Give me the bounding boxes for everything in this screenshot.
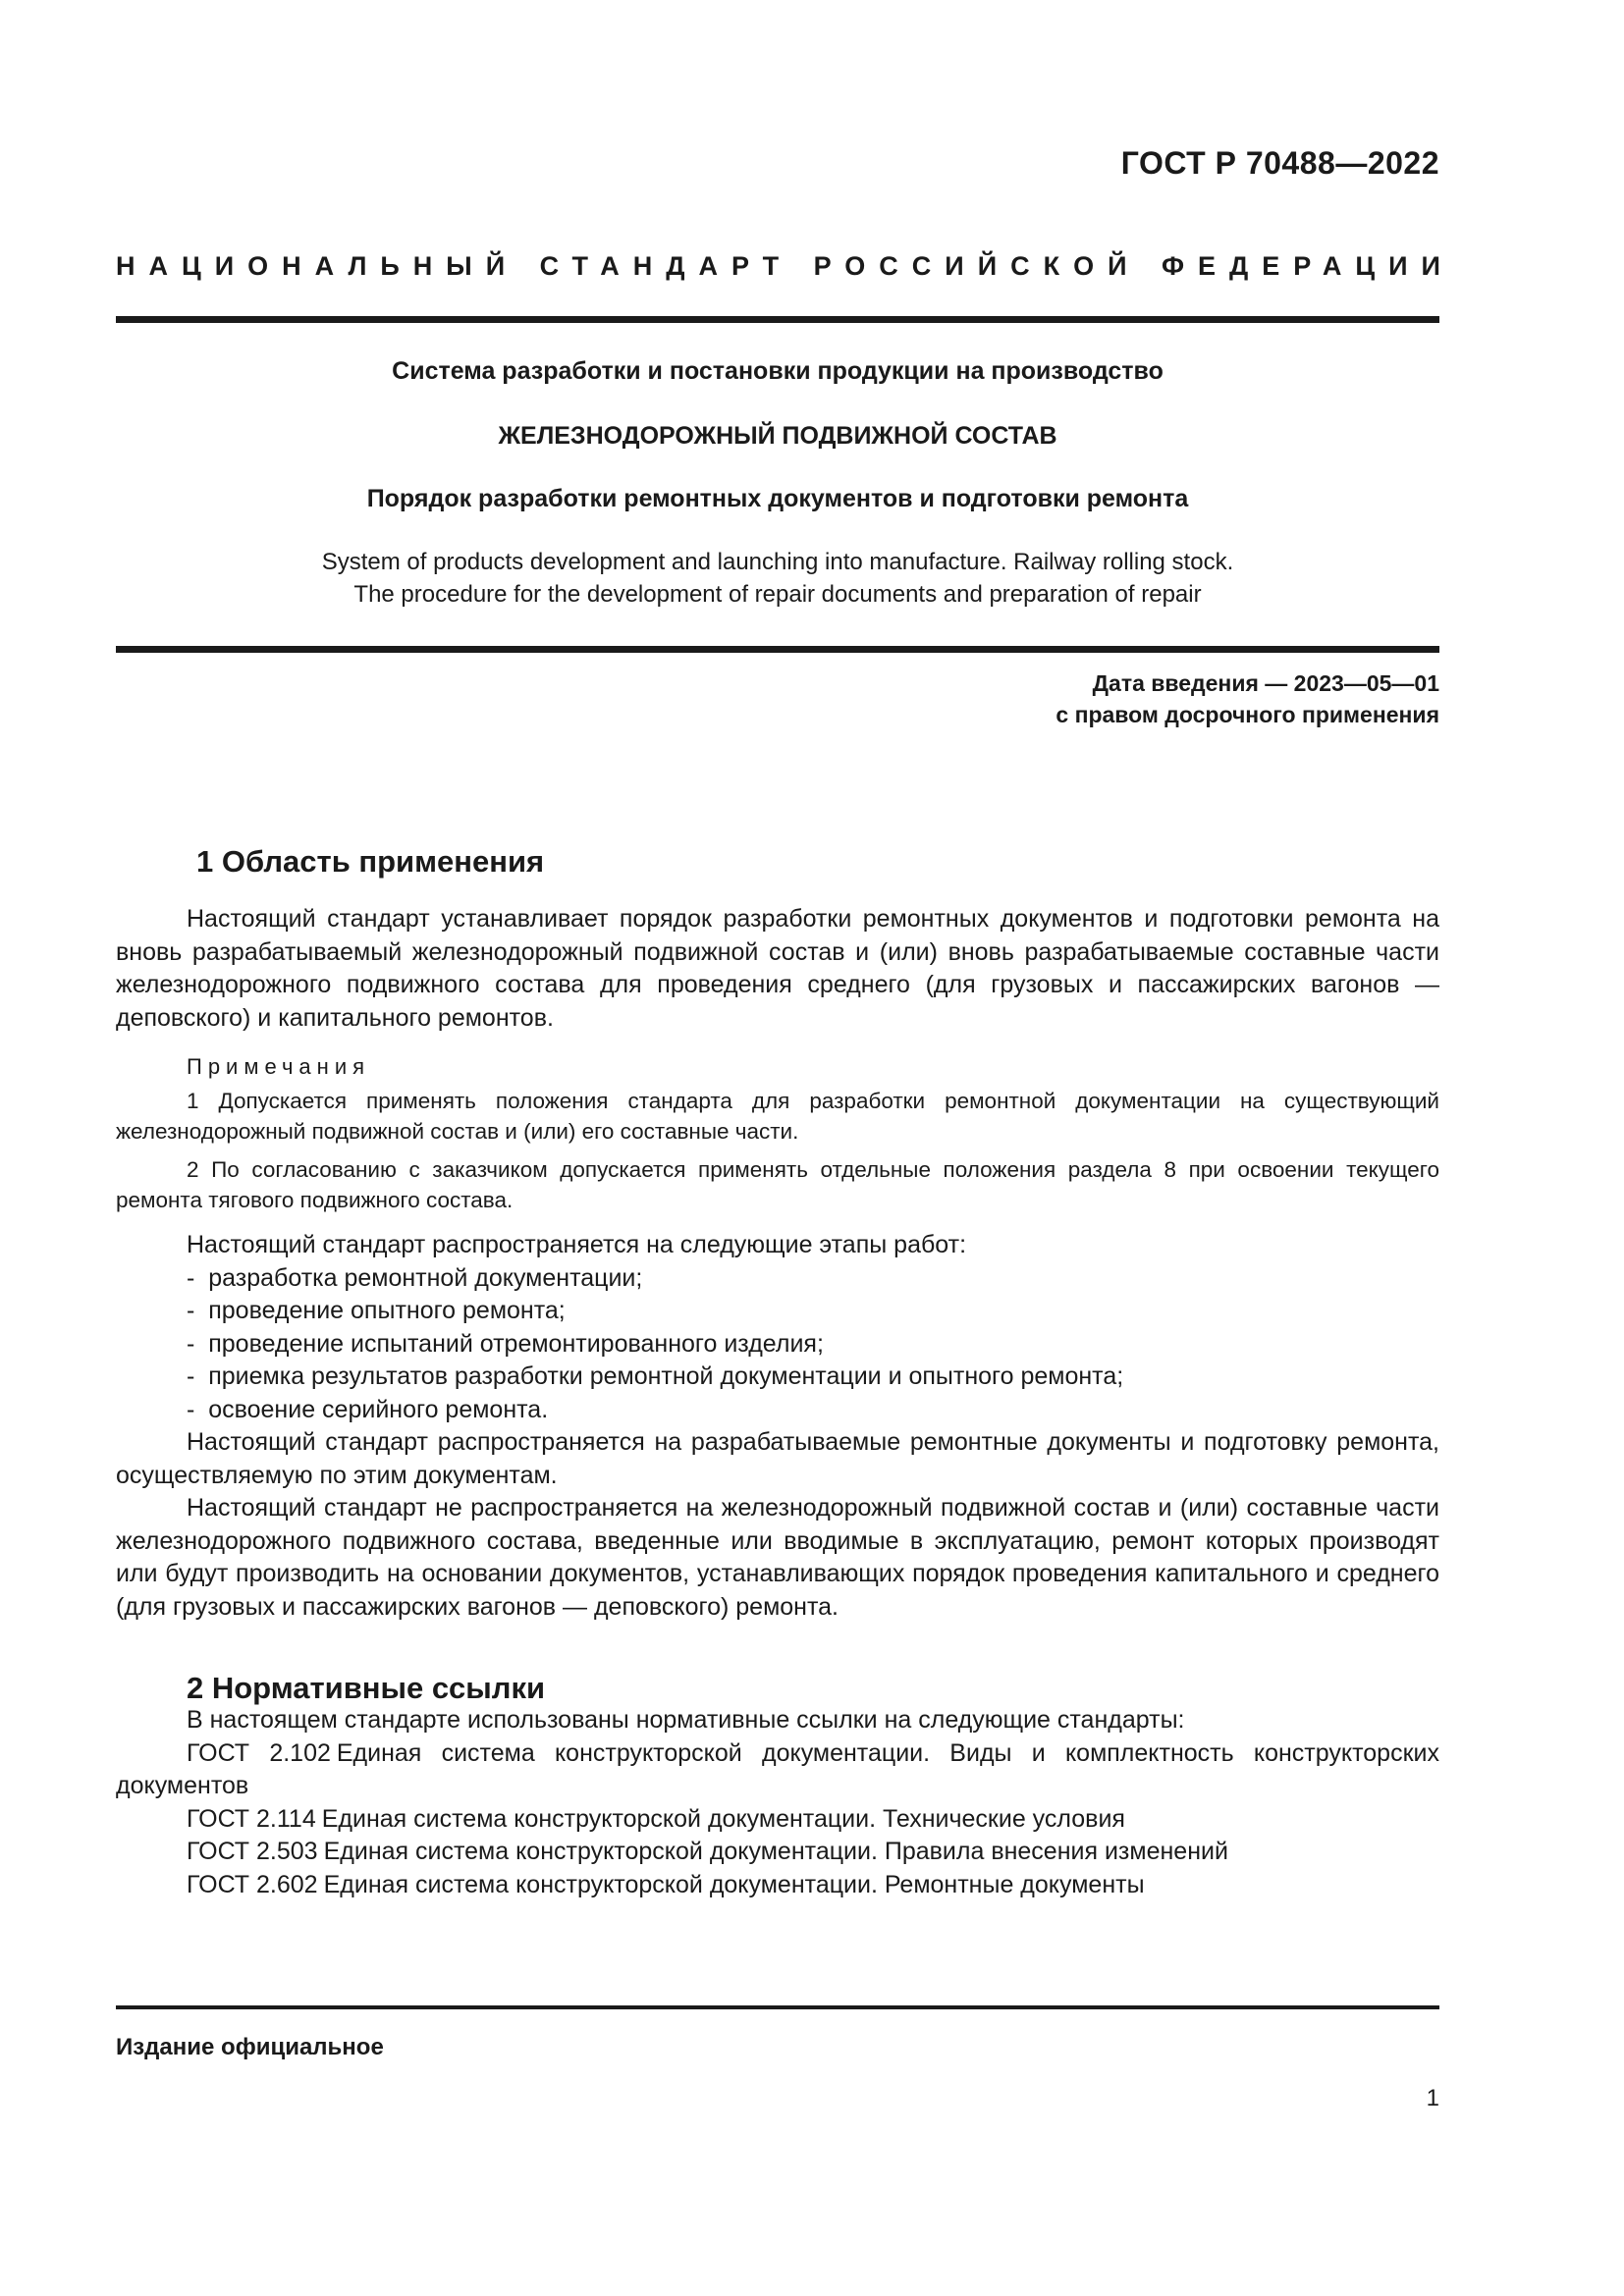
section-1-heading: 1 Область применения bbox=[196, 844, 545, 879]
section-1-scope-body bbox=[116, 1229, 1439, 1624]
section-2-body bbox=[116, 1704, 1439, 1901]
note-text: 2 По согласованию с заказчиком допускается применять отдельные положения раздела 8 при освоении текущего ремонта тягового подвижного состава. bbox=[116, 1157, 1439, 1212]
english-title bbox=[116, 546, 1439, 611]
national-standard-banner: НАЦИОНАЛЬНЫЙ СТАНДАРТ РОССИЙСКОЙ ФЕДЕРАЦИИ bbox=[116, 251, 1454, 281]
page-number: 1 bbox=[1426, 2085, 1439, 2111]
list-item: - приемка результатов разработки ремонтной документации и опытного ремонта; bbox=[116, 1361, 1439, 1394]
reference-item bbox=[116, 1737, 1439, 1803]
section-1-paragraph-1 bbox=[116, 903, 1439, 1035]
reference-item bbox=[116, 1836, 1439, 1869]
list-item: - проведение опытного ремонта; bbox=[116, 1295, 1439, 1328]
paragraph: Настоящий стандарт не распространяется на железнодорожный подвижной состав и (или) составные части железнодорожного подвижного состава, введенные или вводимые в эксплуатацию, ремонт которых производят или будут производить на основании документов, устанавливающих порядок проведения капитального и среднего (для грузовых и пассажирских вагонов — деповского) ремонта. bbox=[116, 1494, 1439, 1621]
reference-code: ГОСТ 2.602 bbox=[187, 1870, 318, 1898]
list-item: - разработка ремонтной документации; bbox=[116, 1262, 1439, 1296]
english-title-line-1: System of products development and launching into manufacture. Railway rolling stock. bbox=[321, 549, 1234, 575]
reference-title: Единая система конструкторской документации. Виды и комплектность конструкторских документов bbox=[116, 1738, 1439, 1799]
reference-title: Единая система конструкторской документации. Технические условия bbox=[321, 1804, 1125, 1833]
notes-title: Примечания bbox=[187, 1054, 371, 1079]
english-title-line-2: The procedure for the development of repair documents and preparation of repair bbox=[353, 581, 1202, 608]
introduction-date-block bbox=[1056, 667, 1439, 730]
paragraph: Настоящий стандарт устанавливает порядок разработки ремонтных документов и подготовки ремонта на вновь разрабатываемый железнодорожный подвижной состав и (или) вновь разрабатываемые составные части железнодорожного подвижного состава для проведения среднего (для грузовых и пассажирских вагонов — деповского) и капитального ремонтов. bbox=[116, 905, 1439, 1032]
document-title: ЖЕЛЕЗНОДОРОЖНЫЙ ПОДВИЖНОЙ СОСТАВ bbox=[498, 422, 1057, 450]
list-item: - освоение серийного ремонта. bbox=[116, 1394, 1439, 1427]
work-stages-list bbox=[116, 1262, 1439, 1427]
document-number: ГОСТ Р 70488—2022 bbox=[1120, 145, 1439, 181]
paragraph: Настоящий стандарт распространяется на следующие этапы работ: bbox=[187, 1231, 967, 1258]
note-1 bbox=[116, 1086, 1439, 1147]
reference-code: ГОСТ 2.114 bbox=[187, 1804, 316, 1833]
title-divider bbox=[116, 646, 1439, 653]
reference-code: ГОСТ 2.102 bbox=[187, 1738, 331, 1767]
introduction-date: Дата введения — 2023—05—01 bbox=[1092, 670, 1439, 696]
reference-title: Единая система конструкторской документации. Правила внесения изменений bbox=[323, 1838, 1228, 1865]
paragraph: Настоящий стандарт распространяется на разрабатываемые ремонтные документы и подготовку ремонта, осуществляемую по этим документам. bbox=[116, 1428, 1439, 1489]
document-subtitle: Порядок разработки ремонтных документов и подготовки ремонта bbox=[366, 485, 1189, 512]
standard-series: Система разработки и постановки продукции на производство bbox=[392, 357, 1164, 385]
reference-item bbox=[116, 1803, 1439, 1837]
note-2 bbox=[116, 1154, 1439, 1215]
official-edition-label: Издание официальное bbox=[116, 2034, 384, 2060]
early-application: с правом досрочного применения bbox=[1056, 702, 1439, 727]
reference-item bbox=[116, 1869, 1439, 1902]
section-2-heading: 2 Нормативные ссылки bbox=[187, 1671, 546, 1705]
footer-divider bbox=[116, 2005, 1439, 2009]
paragraph: В настоящем стандарте использованы нормативные ссылки на следующие стандарты: bbox=[187, 1706, 1185, 1734]
list-item: - проведение испытаний отремонтированного изделия; bbox=[116, 1328, 1439, 1362]
note-text: 1 Допускается применять положения стандарта для разработки ремонтной документации на существующий железнодорожный подвижной состав и (или) его составные части. bbox=[116, 1089, 1439, 1144]
reference-title: Единая система конструкторской документации. Ремонтные документы bbox=[323, 1870, 1145, 1898]
top-divider bbox=[116, 316, 1439, 323]
reference-code: ГОСТ 2.503 bbox=[187, 1838, 318, 1865]
